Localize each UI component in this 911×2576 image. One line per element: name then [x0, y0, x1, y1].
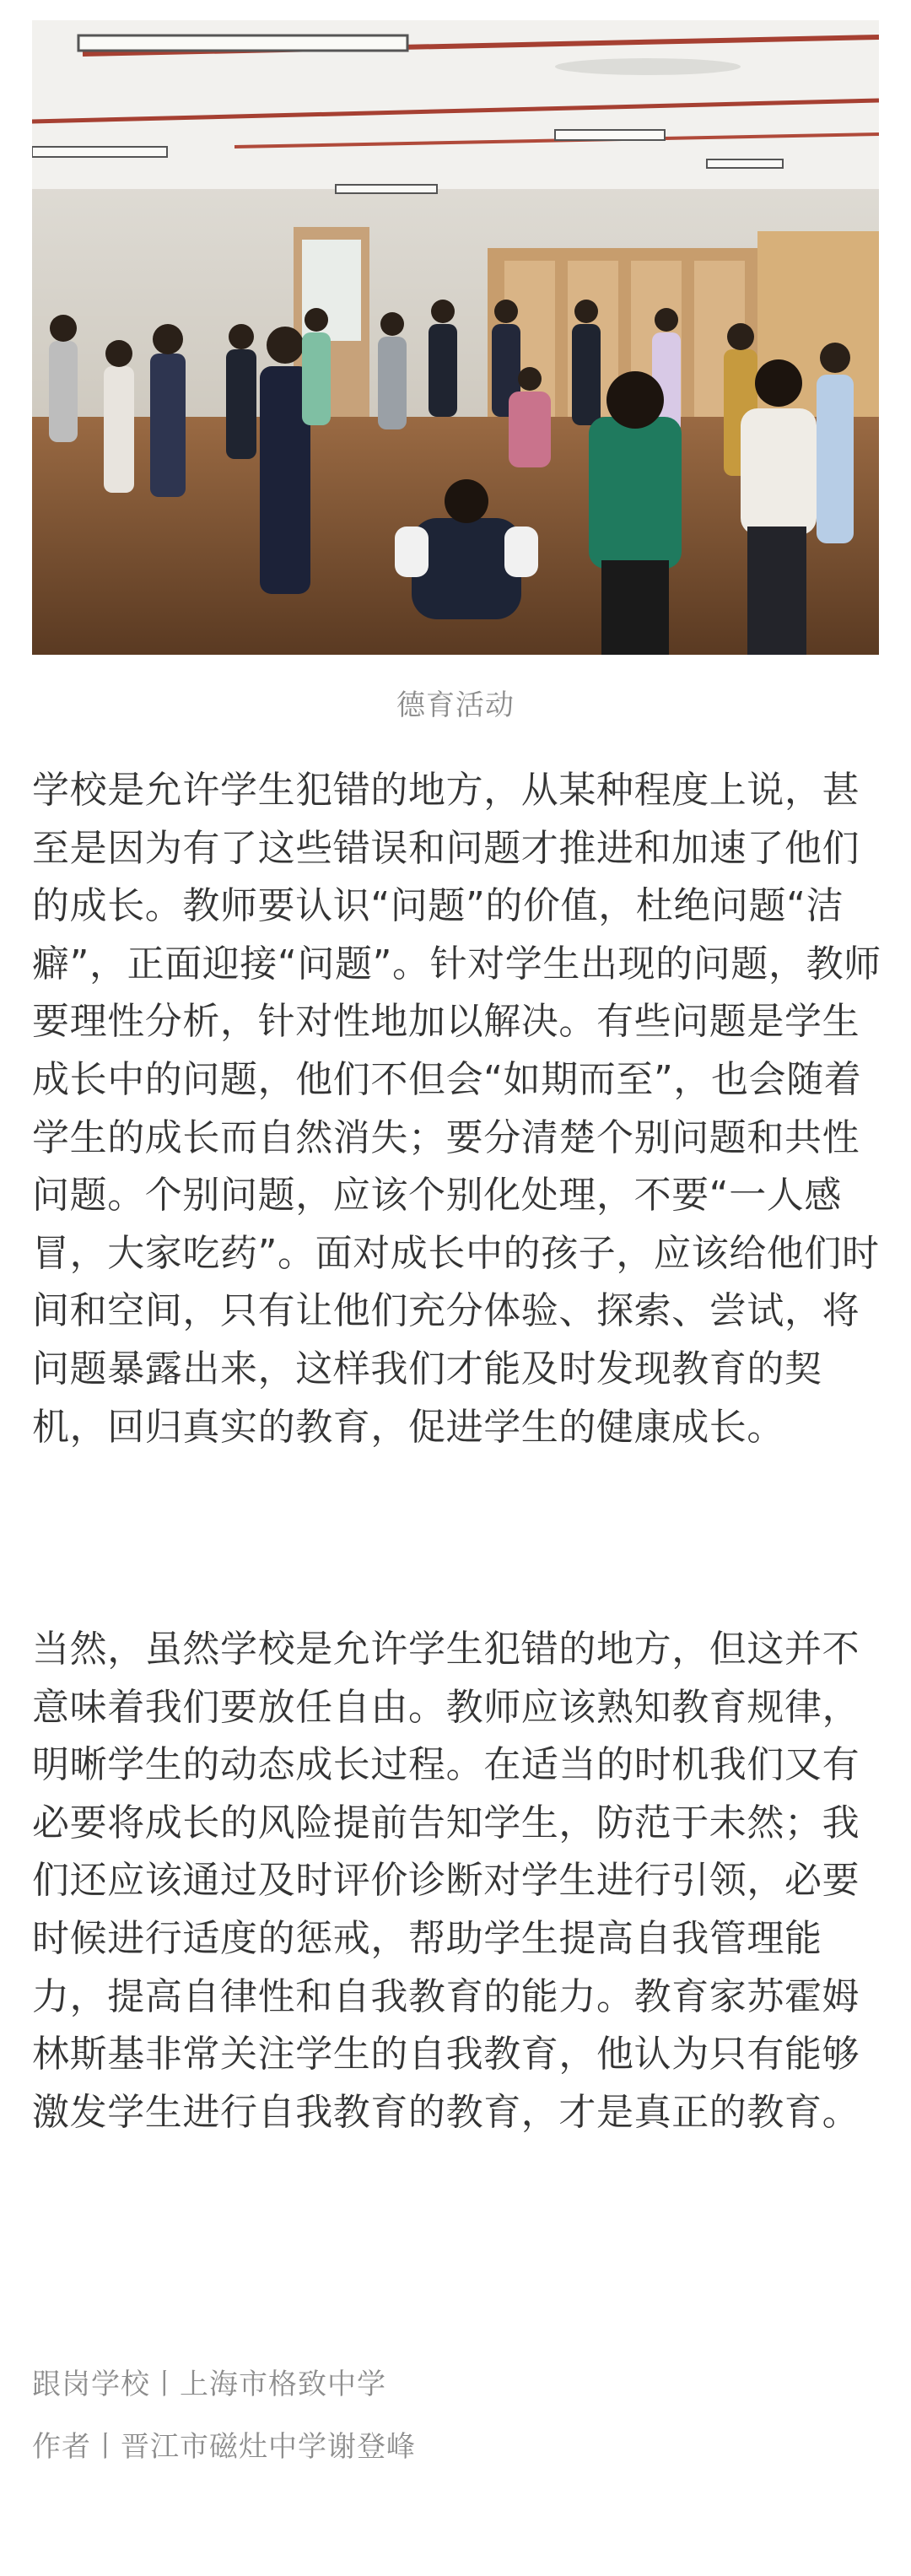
author-line: 作者丨晋江市磁灶中学谢登峰 — [32, 2430, 416, 2464]
image-caption: 德育活动 — [396, 689, 515, 722]
activity-photo-illustration — [32, 20, 879, 655]
activity-photo — [32, 20, 879, 655]
paragraph-1: 学校是允许学生犯错的地方，从某种程度上说，甚至是因为有了这些错误和问题才推进和加速了他们的成长。教师要认识“问题”的价值，杜绝问题“洁癖”，正面迎接“问题”。针对学生出现的问题，教师要理性分析，针对性地加以解决。有些问题是学生成长中的问题，他们不但会“如期而至”，也会随着学生的成长而自然消失；要分清楚个别问题和共性问题。个别问题，应该个别化处理，不要“一人感冒，大家吃药”。面对成长中的孩子，应该给他们时间和空间，只有让他们充分体验、探索、尝试，将问题暴露出来，这样我们才能及时发现教育的契机，回归真实的教育，促进学生的健康成长。 — [32, 769, 881, 1449]
school-line: 跟岗学校丨上海市格致中学 — [32, 2368, 386, 2401]
paragraph-2: 当然，虽然学校是允许学生犯错的地方，但这并不意味着我们要放任自由。教师应该熟知教育规律，明晰学生的动态成长过程。在适当的时机我们又有必要将成长的风险提前告知学生，防范于未然；我们还应该通过及时评价诊断对学生进行引领，必要时候进行适度的惩戒，帮助学生提高自我管理能力，提高自律性和自我教育的能力。教育家苏霍姆林斯基非常关注学生的自我教育，他认为只有能够激发学生进行自我教育的教育，才是真正的教育。 — [32, 1628, 860, 2134]
